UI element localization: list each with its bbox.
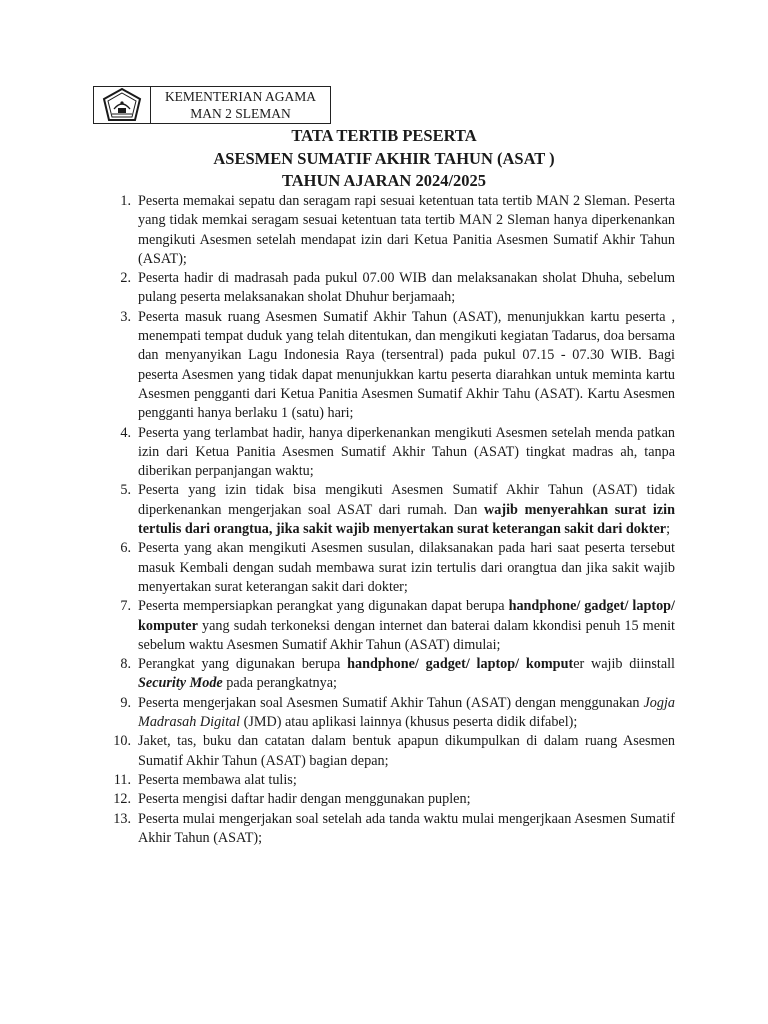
rule-item bbox=[101, 539, 675, 597]
logo-cell bbox=[94, 87, 151, 123]
rule-text: Peserta memakai sepatu dan seragam rapi sesuai ketentuan tata tertib MAN 2 Sleman. Peserta yang tidak memkai seragam sesuai ketentuan tata tertib MAN 2 Sleman hanya diperkenankan mengikuti Asesmen setelah mendapat izin dari Ketua Panitia Asesmen Sumatif Akhir Tahun (ASAT); bbox=[138, 193, 675, 267]
rule-text bbox=[138, 482, 675, 537]
rule-text-part: ; bbox=[666, 521, 671, 538]
rule-text-part: er wajib diinstall bbox=[573, 656, 675, 673]
rule-text-part: Peserta mempersiapkan perangkat yang digunakan dapat berupa bbox=[138, 598, 509, 615]
rule-text bbox=[138, 695, 675, 730]
rule-number: 2. bbox=[120, 270, 131, 287]
rule-item bbox=[101, 732, 675, 771]
rule-text: Peserta masuk ruang Asesmen Sumatif Akhir Tahun (ASAT), menunjukkan kartu peserta , menempati tempat duduk yang telah ditentukan, dan mengikuti kegiatan Tadarus, doa bersama dan menyanyikan Lagu Indonesia Raya (tersentral) pada pukul 07.15 - 07.30 WIB. Bagi peserta Asesmen yang tidak dapat menunjukkan kartu peserta diarahkan untuk meminta kartu Asesmen pengganti dari Ketua Panitia Asesmen Sumatif Akhir Tahu (ASAT). Kartu Asesmen pengganti hanya berlaku 1 (satu) hari; bbox=[138, 308, 675, 422]
rule-text: Peserta hadir di madrasah pada pukul 07.00 WIB dan melaksanakan sholat Dhuha, sebelum pulang peserta melaksanakan sholat Dhuhur berjamaah; bbox=[138, 270, 675, 306]
rule-text-part: (JMD) atau aplikasi lainnya (khusus peserta didik difabel); bbox=[240, 714, 578, 731]
rules-list bbox=[101, 192, 675, 848]
rule-number: 1. bbox=[120, 193, 131, 209]
rule-text-part: Peserta mengerjakan soal Asesmen Sumatif Akhir Tahun (ASAT) dengan menggunakan bbox=[138, 694, 644, 711]
rule-text-bold-italic: Security Mode bbox=[138, 675, 223, 692]
rule-number: 7. bbox=[120, 598, 131, 615]
rule-item bbox=[101, 269, 675, 308]
rule-number: 12. bbox=[113, 791, 131, 808]
rule-number: 8. bbox=[120, 656, 131, 673]
rule-number: 13. bbox=[113, 810, 131, 827]
rule-text-part: yang sudah terkoneksi dengan internet dan baterai dalam kkondisi penuh 15 menit sebelum waktu Asesmen Sumatif Akhir Tahun (ASAT) dimulai; bbox=[138, 617, 675, 653]
title-line-2: ASESMEN SUMATIF AKHIR TAHUN (ASAT ) bbox=[213, 148, 555, 168]
rule-number: 9. bbox=[120, 694, 131, 711]
rule-text-bold: handphone/ gadget/ laptop/ komputer bbox=[138, 598, 675, 634]
rule-number: 11. bbox=[113, 771, 131, 788]
rule-item bbox=[101, 424, 675, 482]
rule-text: Peserta mulai mengerjakan soal setelah ada tanda waktu mulai mengerjkaan Asesmen Sumatif Akhir Tahun (ASAT); bbox=[138, 810, 675, 846]
rule-text: Peserta mengisi daftar hadir dengan menggunakan puplen; bbox=[138, 791, 471, 808]
rule-item bbox=[101, 597, 675, 655]
letterhead bbox=[93, 86, 331, 124]
document-title bbox=[0, 125, 768, 193]
rule-text-italic: Jogja Madrasah Digital bbox=[138, 694, 675, 731]
rule-text: Peserta membawa alat tulis; bbox=[138, 771, 297, 788]
title-line-3: TAHUN AJARAN 2024/2025 bbox=[281, 171, 487, 190]
rule-item bbox=[101, 790, 675, 809]
rule-text-part: Peserta yang izin tidak bisa mengikuti Asesmen Sumatif Akhir Tahun (ASAT) tidak diperkenankan mengerjakan soal ASAT dari rumah. Dan bbox=[138, 482, 675, 518]
school-name: MAN 2 SLEMAN bbox=[190, 106, 291, 121]
rule-number: 5. bbox=[120, 482, 131, 499]
rule-item bbox=[101, 655, 675, 694]
rule-text bbox=[138, 656, 675, 691]
rule-number: 3. bbox=[120, 308, 131, 325]
rule-item bbox=[101, 694, 675, 733]
ministry-name: KEMENTERIAN AGAMA bbox=[164, 89, 317, 104]
rule-number: 10. bbox=[113, 733, 131, 750]
rule-text-bold: wajib menyerahkan surat izin tertulis dari orangtua, jika sakit wajib menyertakan surat keterangan sakit dari dokter bbox=[138, 501, 675, 538]
rule-text bbox=[138, 598, 675, 653]
kemenag-emblem-icon bbox=[102, 88, 142, 122]
institution-name bbox=[151, 87, 330, 123]
rule-text: Peserta yang terlambat hadir, hanya diperkenankan mengikuti Asesmen setelah menda patkan izin dari Ketua Panitia Asesmen Sumatif Akhir Tahun (ASAT) tingkat madras ah, tanpa diberikan perpanjangan waktu; bbox=[138, 424, 675, 480]
rule-item bbox=[101, 810, 675, 849]
rule-item bbox=[101, 481, 675, 539]
rule-text-part: pada perangkatnya; bbox=[222, 675, 337, 692]
rule-number: 4. bbox=[120, 424, 131, 441]
title-line-1: TATA TERTIB PESERTA bbox=[291, 126, 477, 145]
rule-text: Peserta yang akan mengikuti Asesmen susulan, dilaksanakan pada hari saat peserta tersebut masuk Kembali dengan sudah membawa surat izin tertulis dari orangtua dan jika sakit wajib menyertakan surat keterangan sakit dari dokter; bbox=[138, 540, 675, 595]
rule-number: 6. bbox=[120, 540, 131, 557]
rule-text-part: Perangkat yang digunakan berupa bbox=[138, 656, 348, 673]
rule-item bbox=[101, 771, 675, 790]
rule-item bbox=[101, 192, 675, 269]
rule-text: Jaket, tas, buku dan catatan dalam bentuk apapun dikumpulkan di dalam ruang Asesmen Sumatif Akhir Tahun (ASAT) bagian depan; bbox=[138, 733, 675, 769]
rule-text-bold: handphone/ gadget/ laptop/ komput bbox=[347, 656, 574, 673]
rule-item bbox=[101, 308, 675, 424]
